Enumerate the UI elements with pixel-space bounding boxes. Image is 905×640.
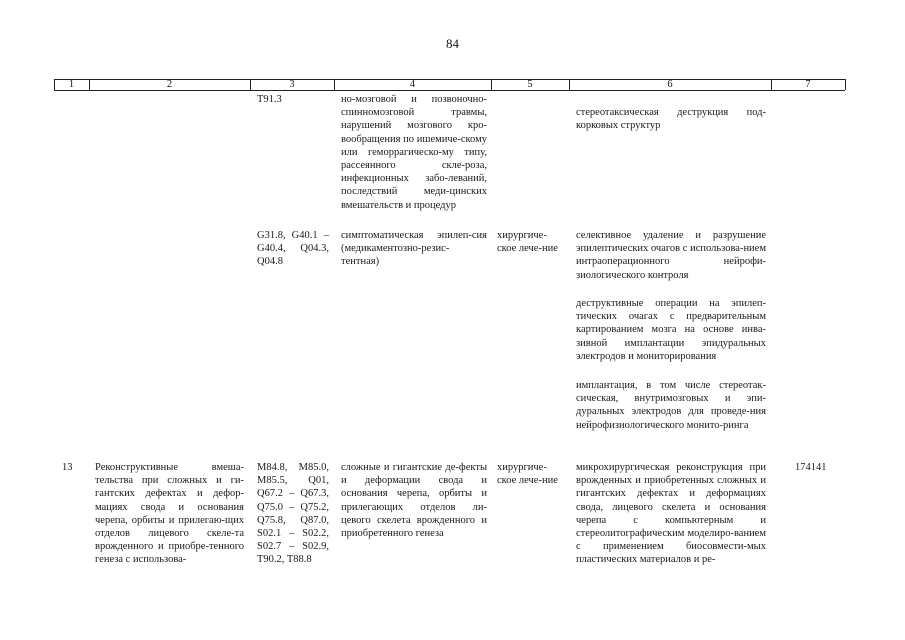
- diagnosis-cell: симптоматическая эпилеп-сия (медикаментозно-резис-тентная): [341, 230, 487, 268]
- column-header-1: 1: [68, 79, 75, 90]
- column-header-4: 4: [409, 79, 416, 90]
- page-number: 84: [446, 36, 459, 51]
- column-header-5: 5: [527, 79, 533, 90]
- method-cell: микрохирургическая реконструкция при врожденных и приобретенных сложных и гигантских дефектах и деформациях свода, лицевого скелета и основания черепа с компьютерным и стереолитографическим моделиро-ванием с применением биосовмести-мых пластических материалов и ре-: [576, 462, 766, 566]
- column-header-7: 7: [805, 79, 811, 90]
- treatment-type-cell: хирургиче-ское лече-ние: [497, 230, 558, 255]
- method-cell: стереотаксическая деструкция под-корковых структур: [576, 107, 766, 132]
- icd-codes-cell: M84.8, M85.0, M85.5, Q01, Q67.2 – Q67.3, Q75.0 – Q75.2, Q75.8, Q87.0, S02.1 – S02.2, S02.7 – S02.9, T90.2, T88.8: [257, 462, 329, 566]
- icd-codes-cell: T91.3: [257, 94, 282, 105]
- icd-codes-cell: G31.8, G40.1 – G40.4, Q04.3, Q04.8: [257, 230, 329, 268]
- treatment-type-cell: хирургиче-ское лече-ние: [497, 462, 558, 487]
- table-header-bottom-rule: [54, 90, 845, 91]
- column-header-3: 3: [289, 79, 295, 90]
- column-header-2: 2: [166, 79, 173, 90]
- header-divider: [845, 79, 846, 90]
- row-number-cell: 13: [62, 462, 73, 473]
- diagnosis-cell: сложные и гигантские де-фекты и деформации свода и основания черепа, орбиты и прилегающих отделов ли-цевого скелета врожденного и приобретенного генеза: [341, 462, 487, 540]
- method-cell: деструктивные операции на эпилеп-тических очагах с предварительным картированием мозга на основе инва-зивной имплантации эпидуральных электродов и мониторирования: [576, 298, 766, 362]
- method-cell: имплантация, в том числе стереотак-сическая, внутримозговых и эпи-дуральных электродов для проведе-ния нейрофизиологического монито-ринга: [576, 380, 766, 431]
- cost-cell: 174141: [795, 462, 827, 473]
- diagnosis-cell: но-мозговой и позвоночно-спинномозговой травмы, нарушений мозгового кро-вообращения по ишемиче-скому или геморрагическо-му типу, рассеянного скле-роза, инфекционных забо-леваний, последствий меди-цинских вмешательств и процедур: [341, 94, 487, 211]
- care-type-name-cell: Реконструктивные вмеша-тельства при сложных и ги-гантских дефектах и дефор-мациях свода и основания черепа, орбиты и прилегаю-щих отделов лицевого скеле-та врожденного и приобре-тенного генеза с использова-: [95, 462, 244, 566]
- method-cell: селективное удаление и разрушение эпилептических очагов с использова-нием интраоперационного нейрофи-зиологического контроля: [576, 230, 766, 281]
- column-header-6: 6: [667, 79, 673, 90]
